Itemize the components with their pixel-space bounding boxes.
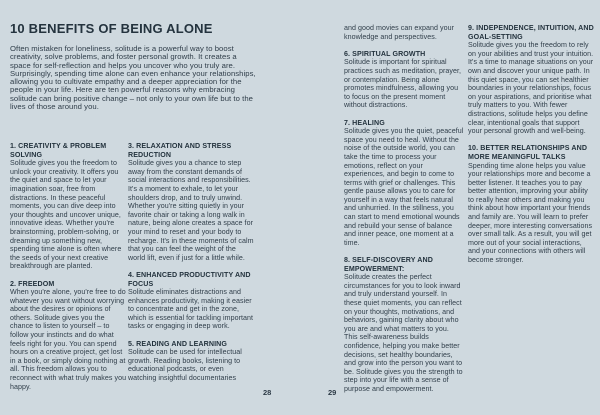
section-heading: 1. CREATIVITY & PROBLEM SOLVING bbox=[10, 142, 107, 159]
section-body: Solitude gives you the quiet, peaceful space you need to heal. Without the noise of the outside world, you can take the time to process your emotions, reflect on your experiences, and begin to come to terms with grief or challenges. This gentle pause allows you to care for yourself in a way that feels natural and unhurried. In the stillness, you can start to mend emotional wounds and rebuild your sense of balance and inner peace, one moment at a time. bbox=[344, 127, 464, 247]
section-body: Solitude can be used for intellectual growth. Reading books, listening to educational podcasts, or even watching insightful documentaries bbox=[128, 348, 242, 383]
section-spiritual-growth bbox=[344, 50, 464, 110]
section-reading-continuation: and good movies can expand your knowledge and perspectives. bbox=[344, 24, 454, 41]
column-4 bbox=[468, 24, 594, 273]
section-heading: 2. FREEDOM bbox=[10, 279, 55, 288]
column-2 bbox=[128, 142, 254, 391]
section-relationships bbox=[468, 144, 594, 264]
section-freedom bbox=[10, 280, 127, 392]
section-self-discovery bbox=[344, 256, 464, 394]
section-heading: 4. ENHANCED PRODUCTIVITY AND FOCUS bbox=[128, 270, 251, 288]
section-heading: 6. SPIRITUAL GROWTH bbox=[344, 49, 426, 58]
section-heading: 7. HEALING bbox=[344, 118, 385, 127]
section-productivity bbox=[128, 271, 254, 331]
column-3 bbox=[344, 24, 464, 402]
section-creativity bbox=[10, 142, 127, 271]
section-heading: 5. READING AND LEARNING bbox=[128, 339, 227, 348]
page-number-left: 28 bbox=[263, 388, 272, 397]
page-number-right: 29 bbox=[328, 388, 337, 397]
section-healing bbox=[344, 119, 464, 248]
section-heading: 8. SELF-DISCOVERY AND EMPOWERMENT: bbox=[344, 256, 433, 273]
page-title: 10 BENEFITS OF BEING ALONE bbox=[10, 21, 213, 36]
intro-paragraph: Often mistaken for loneliness, solitude is a powerful way to boost creativity, solve problems, and foster personal growth. It creates a space for self-reflection and helps you uncover who you truly are. Surprisingly, spending time alone can even enhance your relationships, allowing you to cultivate empathy and a deeper appreciation for the people in your life. Here are ten powerful reasons why embracing solitude can bring positive change – not only to your own life but to the lives of those around you. bbox=[10, 44, 256, 112]
section-body: Solitude gives you a chance to step away from the constant demands of social interactions and responsibilities. It's a moment to exhale, to let your shoulders drop, and to truly unwind. Whether you're sitting quietly in your favorite chair or taking a long walk in nature, being alone creates a space for your mind to reset and your body to recharge. It's in these moments of calm that you can feel the weight of the world lift, even if just for a little while. bbox=[128, 159, 254, 262]
section-reading bbox=[128, 340, 254, 383]
section-body: Solitude gives you the freedom to rely on your abilities and trust your intuition. It's a time to manage situations on your own and discover your unique path. In this quiet space, you can set healthier boundaries in your relationships, focus on your aspirations, and prioritise what truly matters to you. With fewer distractions, solitude helps you define clear, intentional goals that support your personal growth and well-being. bbox=[468, 41, 594, 136]
section-body: Solitude gives you the freedom to unlock your creativity. It offers you the quiet and space to let your imagination soar, free from distractions. In these peaceful moments, you can dive deep into your thoughts and uncover unique, innovative ideas. Whether you're brainstorming, problem-solving, or dreaming up something new, spending time alone is often where the seeds of your next creative breakthrough are planted. bbox=[10, 159, 122, 271]
section-body: Solitude creates the perfect circumstances for you to look inward and truly understand yourself. In these quiet moments, you can reflect on your thoughts, motivations, and behaviors, gaining clarity about who you are and what matters to you. This self-awareness builds confidence, helping you make better decisions, set healthy boundaries, and grow into the person you want to be. Solitude gives you the strength to step into your life with a sense of purpose and empowerment. bbox=[344, 273, 463, 393]
column-1 bbox=[10, 142, 127, 400]
section-heading: 9. INDEPENDENCE, INTUITION, AND GOAL-SETTING bbox=[468, 24, 594, 41]
section-body: When you're alone, you're free to do whatever you want without worrying about the desires or opinions of others. Solitude gives you the chance to listen to yourself – to follow your instincts and do what feels right for you. You can spend hours on a creative project, get lost in a book, or simply doing nothing at all. This freedom allows you to reconnect with what truly makes you happy. bbox=[10, 288, 127, 391]
section-body: Solitude eliminates distractions and enhances productivity, making it easier to concentrate and get in the zone, which is essential for tackling important tasks or engaging in deep work. bbox=[128, 288, 254, 331]
section-heading: 10. BETTER RELATIONSHIPS AND MORE MEANINGFUL TALKS bbox=[468, 144, 588, 161]
section-relaxation bbox=[128, 142, 254, 262]
section-body: Solitude is important for spiritual practices such as meditation, prayer, or contemplation. Being alone promotes mindfulness, allowing you to focus on the present moment without distractions. bbox=[344, 58, 461, 110]
section-heading: 3. RELAXATION AND STRESS REDUCTION bbox=[128, 142, 232, 159]
section-independence bbox=[468, 24, 594, 136]
section-body: Spending time alone helps you value your relationships more and become a better listener. It teaches you to pay better attention, improving your ability to really hear others and making you think about how important your friends and family are. You will learn to prefer deeper, more interesting conversations over small talk. As a result, you will get more out of your social interactions, and your connections with others will become stronger. bbox=[468, 161, 593, 265]
